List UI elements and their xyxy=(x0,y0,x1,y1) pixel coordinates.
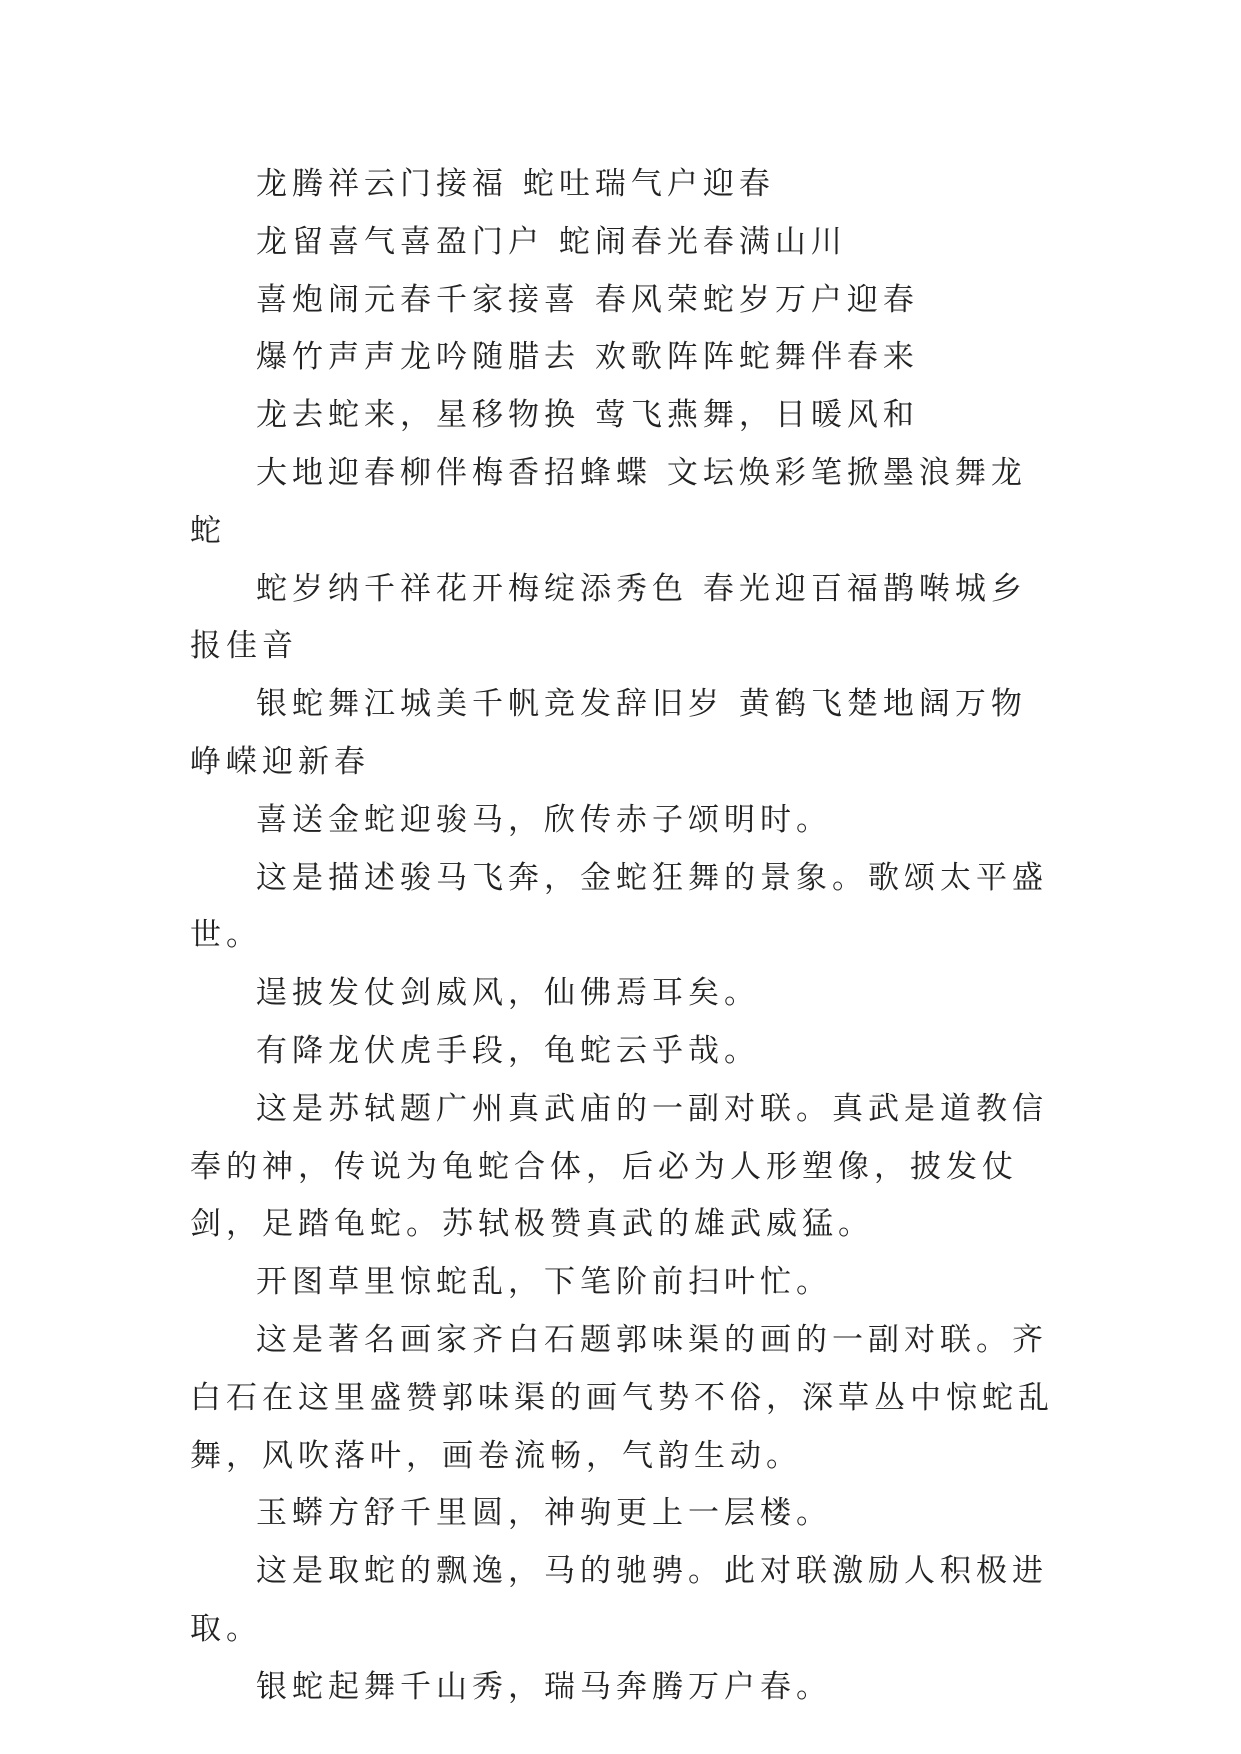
paragraph: 这是描述骏马飞奔，金蛇狂舞的景象。歌颂太平盛世。 xyxy=(190,859,1048,954)
paragraph: 蛇岁纳千祥花开梅绽添秀色 春光迎百福鹊啭城乡报佳音 xyxy=(190,570,1027,665)
paragraph: 银蛇舞江城美千帆竞发辞旧岁 黄鹤飞楚地阔万物峥嵘迎新春 xyxy=(190,686,1027,780)
paragraph: 喜送金蛇迎骏马，欣传赤子颂明时。 xyxy=(256,801,832,838)
paragraph: 这是著名画家齐白石题郭味渠的画的一副对联。齐白石在这里盛赞郭味渠的画气势不俗，深草丛中惊蛇乱舞，风吹落叶，画卷流畅，气韵生动。 xyxy=(190,1321,1054,1474)
paragraph: 龙腾祥云门接福 蛇吐瑞气户迎春 xyxy=(256,166,775,202)
paragraph: 银蛇起舞千山秀，瑞马奔腾万户春。 xyxy=(256,1668,832,1705)
paragraph: 这是取蛇的飘逸，马的驰骋。此对联激励人积极进取。 xyxy=(190,1553,1048,1647)
paragraph: 大地迎春柳伴梅香招蜂蝶 文坛焕彩笔掀墨浪舞龙蛇 xyxy=(190,454,1027,549)
paragraph: 有降龙伏虎手段，龟蛇云乎哉。 xyxy=(256,1032,760,1069)
paragraph: 爆竹声声龙吟随腊去 欢歌阵阵蛇舞伴春来 xyxy=(256,339,919,376)
paragraph: 开图草里惊蛇乱，下笔阶前扫叶忙。 xyxy=(256,1264,832,1301)
paragraph: 喜炮闹元春千家接喜 春风荣蛇岁万户迎春 xyxy=(256,281,919,318)
paragraph: 逞披发仗剑威风，仙佛焉耳矣。 xyxy=(256,975,760,1012)
document-body xyxy=(190,156,1060,1717)
paragraph: 玉蟒方舒千里圆，神驹更上一层楼。 xyxy=(256,1495,832,1532)
paragraph: 龙留喜气喜盈门户 蛇闹春光春满山川 xyxy=(256,223,847,260)
paragraph: 这是苏轼题广州真武庙的一副对联。真武是道教信奉的神，传说为龟蛇合体，后必为人形塑像，披发仗剑，足踏龟蛇。苏轼极赞真武的雄武威猛。 xyxy=(190,1090,1048,1243)
paragraph: 龙去蛇来，星移物换 莺飞燕舞，日暖风和 xyxy=(256,397,919,434)
